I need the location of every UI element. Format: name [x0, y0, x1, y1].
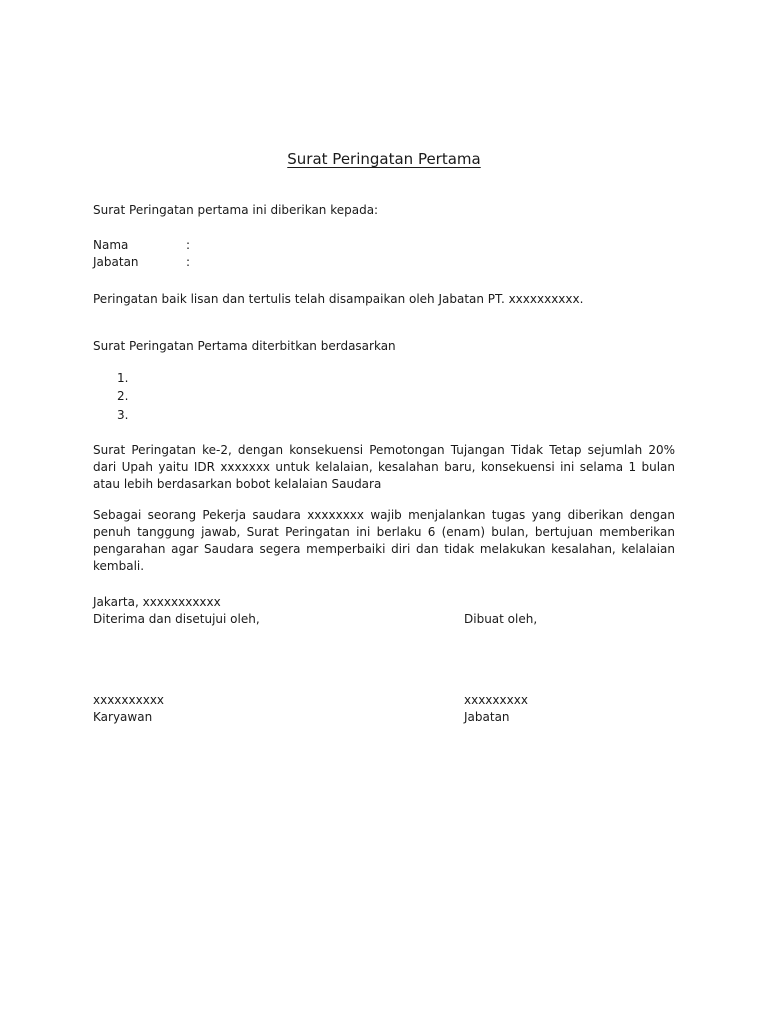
intro-text: Surat Peringatan pertama ini diberikan kepada:	[93, 203, 379, 217]
received-by-label: Diterima dan disetujui oleh,	[93, 612, 260, 626]
letter-title: Surat Peringatan Pertama	[287, 150, 481, 168]
field-jabatan	[93, 254, 675, 271]
left-signer-name: xxxxxxxxxx	[93, 693, 165, 707]
responsibility-paragraph: Sebagai seorang Pekerja saudara xxxxxxxx wajib menjalankan tugas yang diberikan dengan penuh tanggung jawab, Surat Peringatan ini berlaku 6 (enam) bulan, bertujuan memberikan pengarahan agar Saudara segera memperbaiki diri dan tidak melakukan kesalahan, kelalaian kembali.	[93, 508, 675, 573]
right-signer-name: xxxxxxxxx	[464, 693, 528, 707]
list-item: 2.	[117, 389, 129, 403]
place-date: Jakarta, xxxxxxxxxxx	[93, 595, 221, 609]
field-colon: :	[186, 255, 191, 269]
list-item: 3.	[117, 408, 129, 422]
notice-text: Peringatan baik lisan dan tertulis telah disampaikan oleh Jabatan PT. xxxxxxxxxx.	[93, 292, 584, 306]
recipient-fields	[93, 237, 675, 271]
field-label: Nama	[93, 238, 129, 252]
field-label: Jabatan	[93, 255, 139, 269]
consequence-paragraph: Surat Peringatan ke-2, dengan konsekuensi Pemotongan Tujangan Tidak Tetap sejumlah 20% dari Upah yaitu IDR xxxxxxx untuk kelalaian, kesalahan baru, konsekuensi ini selama 1 bulan atau lebih berdasarkan bobot kelalaian Saudara	[93, 443, 675, 491]
left-signer-role: Karyawan	[93, 710, 153, 724]
right-signer-role: Jabatan	[464, 710, 510, 724]
list-item: 1.	[117, 371, 129, 385]
made-by-label: Dibuat oleh,	[464, 612, 538, 626]
field-nama	[93, 237, 675, 254]
field-colon: :	[186, 238, 191, 252]
basis-intro: Surat Peringatan Pertama diterbitkan berdasarkan	[93, 339, 396, 353]
